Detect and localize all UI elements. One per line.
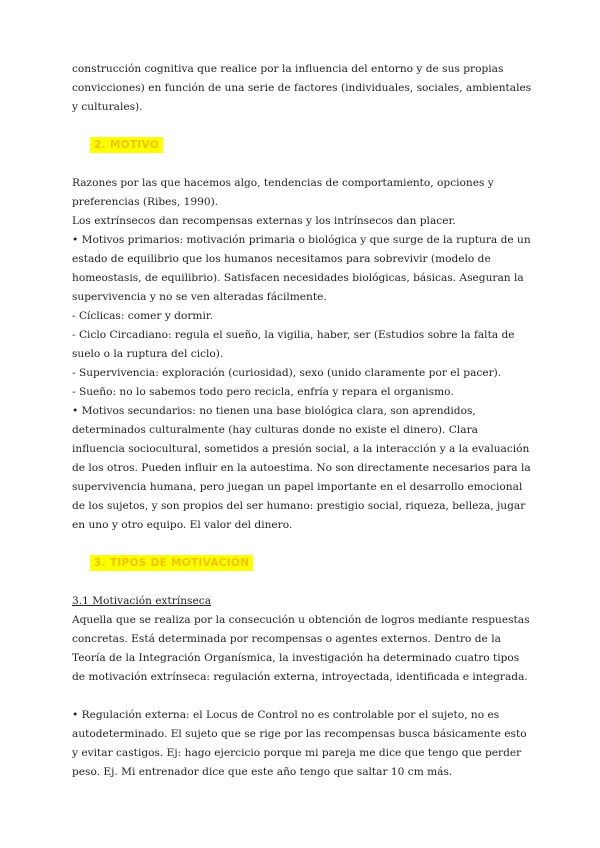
- motivo-intrinsic-extrinsic: Los extrínsecos dan recompensas externas y los intrínsecos dan placer.: [72, 215, 456, 227]
- spacer: [72, 573, 532, 592]
- extrinseca-paragraph: Aquella que se realiza por la consecución u obtención de logros mediante respuestas concretas. Está determinada por recompensas o agentes externos. Dentro de la Teoría de la Integración Organísmica, la investigación ha determinado cuatro tipos de motivación extrínseca: regulación externa, introyectada, identificada e integrada.: [72, 614, 530, 683]
- motivos-primarios: • Motivos primarios: motivación primaria o biológica y que surge de la ruptura de un estado de equilibrio que los humanos necesitamos para sobrevivir (modelo de homeostasis, de equilibrio). Satisfacen necesidades biológicas, básicas. Aseguran la supervivencia y no se ven alteradas fácilmente.: [72, 234, 531, 303]
- spacer: [72, 535, 532, 554]
- subheading-motivacion-extrinseca: 3.1 Motivación extrínseca: [72, 595, 212, 607]
- list-item-sueno: - Sueño: no lo sabemos todo pero recicla, enfría y repara el organismo.: [72, 386, 454, 398]
- section-heading-tipos: [72, 554, 532, 573]
- list-item-ciclicas: - Cíclicas: comer y dormir.: [72, 310, 214, 322]
- heading-tipos-text: 3. TIPOS DE MOTIVACIÓN: [90, 555, 253, 571]
- list-item-circadiano: - Ciclo Circadiano: regula el sueño, la vigilia, haber, ser (Estudios sobre la falta de suelo o la ruptura del ciclo).: [72, 329, 515, 360]
- motivos-secundarios: • Motivos secundarios: no tienen una base biológica clara, son aprendidos, determinados culturalmente (hay culturas donde no existe el dinero). Clara influencia sociocultural, sometidos a presión social, a la interacción y a la evaluación de los otros. Pueden influir en la autoestima. No son directamente necesarios para la supervivencia humana, pero juegan un papel importante en el desarrollo emocional de los sujetos, y son propios del ser humano: prestigio social, riqueza, belleza, jugar en uno y otro equipo. El valor del dinero.: [72, 405, 531, 531]
- spacer: [72, 687, 532, 706]
- document-page: [72, 60, 532, 782]
- motivo-definition: Razones por las que hacemos algo, tendencias de comportamiento, opciones y preferencias (Ribes, 1990).: [72, 177, 494, 208]
- heading-motivo-text: 2. MOTIVO: [90, 137, 163, 153]
- spacer: [72, 155, 532, 174]
- section-heading-motivo: [72, 136, 532, 155]
- list-item-supervivencia: - Supervivencia: exploración (curiosidad), sexo (unido claramente por el pacer).: [72, 367, 502, 379]
- spacer: [72, 117, 532, 136]
- intro-paragraph: construcción cognitiva que realice por la influencia del entorno y de sus propias convicciones) en función de una serie de factores (individuales, sociales, ambientales y culturales).: [72, 63, 532, 113]
- regulacion-externa-paragraph: • Regulación externa: el Locus de Control no es controlable por el sujeto, no es autodeterminado. El sujeto que se rige por las recompensas busca básicamente esto y evitar castigos. Ej: hago ejercicio porque mi pareja me dice que tengo que perder peso. Ej. Mi entrenador dice que este año tengo que saltar 10 cm más.: [72, 709, 527, 778]
